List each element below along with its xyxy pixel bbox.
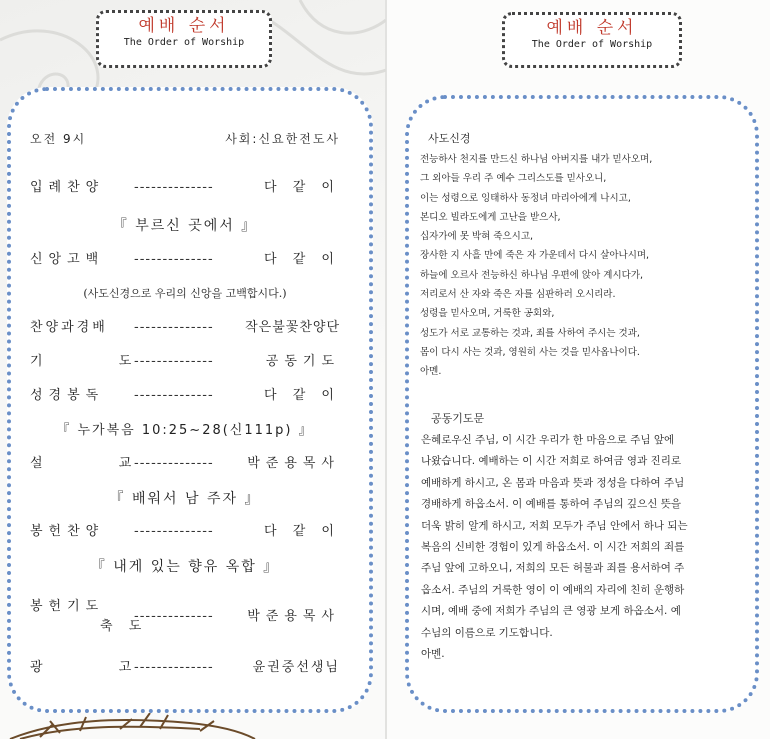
dash-leader: -------------- — [134, 388, 214, 403]
order-of-worship-title-right — [502, 12, 682, 68]
scripture-reference: 『 누가복음 10:25~28(신111p) 』 — [56, 423, 314, 438]
order-label: 광 고 — [30, 660, 138, 675]
order-performer: 다 같 이 — [264, 388, 340, 403]
order-of-worship-title — [96, 10, 272, 68]
order-performer: 다 같 이 — [264, 180, 340, 195]
order-label: 입례찬양 — [30, 180, 105, 195]
creed-line: 본디오 빌라도에게 고난을 받으사, — [420, 211, 561, 223]
prayer-title: 공동기도문 — [431, 412, 485, 425]
prayer-line: 예배하게 하시고, 온 몸과 마음과 뜻과 정성을 다하여 주님 — [421, 476, 685, 489]
creed-line: 성령을 믿사오며, 거룩한 공회와, — [420, 308, 555, 320]
offering-hymn-title: 『 내게 있는 향유 옥합 』 — [90, 559, 280, 575]
order-item — [30, 454, 340, 474]
order-item — [30, 607, 340, 627]
prayer-line: 주님 앞에 고하오니, 저희의 모든 허물과 죄를 용서하여 주 — [421, 562, 685, 575]
dash-leader: -------------- — [134, 660, 214, 675]
order-performer: 박준용목사 — [247, 609, 340, 624]
dash-leader: -------------- — [134, 609, 214, 624]
prayer-line: 수님의 이름으로 기도합니다. — [421, 626, 553, 639]
sermon-title: 『 배워서 남 주자 』 — [109, 491, 261, 507]
creed-line: 몸이 다시 사는 것과, 영원히 사는 것을 믿사옵나이다. — [420, 346, 640, 358]
title-korean: 예배 순서 — [138, 16, 230, 36]
dash-leader: -------------- — [134, 354, 214, 369]
order-label: 신앙고백 — [30, 252, 105, 267]
creed-line: 그 외아들 우리 주 예수 그리스도를 믿사오니, — [420, 173, 607, 185]
creed-line: 십자가에 못 박혀 죽으시고, — [420, 231, 534, 243]
creed-line: 이는 성령으로 잉태하사 동정녀 마리아에게 나시고, — [420, 192, 631, 204]
prayer-line: 나왔습니다. 예배하는 이 시간 저희로 하여금 영과 진리로 — [421, 455, 681, 468]
creed-line: 장사한 지 사흘 만에 죽은 자 가운데서 다시 살아나시며, — [420, 250, 650, 262]
order-performer: 다 같 이 — [264, 252, 340, 267]
order-label: 설 교 — [30, 456, 138, 471]
dash-leader: -------------- — [134, 524, 214, 539]
prayer-line: 은혜로우신 주님, 이 시간 우리가 한 마음으로 주님 앞에 — [421, 434, 675, 446]
service-leader: 사회:신요한전도사 — [225, 132, 340, 146]
dash-leader: -------------- — [134, 456, 214, 471]
dash-leader: -------------- — [134, 320, 214, 335]
common-prayer — [421, 430, 747, 665]
order-label: 봉헌기도 — [30, 599, 105, 614]
prayer-line: 더욱 밝히 알게 하시고, 저희 모두가 주님 안에서 하나 되는 — [421, 519, 688, 532]
order-performer: 공동기도 — [265, 354, 340, 369]
order-performer: 다 같 이 — [264, 524, 340, 539]
order-item — [30, 658, 340, 678]
hymn-title: 『 부르신 곳에서 』 — [112, 218, 258, 234]
order-item — [30, 352, 340, 372]
apostles-creed — [420, 150, 750, 382]
prayer-line: 시며, 예배 중에 저희가 주님의 큰 영광 보게 하옵소서. 예 — [421, 605, 681, 618]
service-time: 오전 9시 — [30, 132, 87, 146]
order-label: 기 도 — [30, 354, 138, 369]
creed-line: 저리로서 산 자와 죽은 자를 심판하러 오시리라. — [420, 289, 616, 301]
prayer-line: 경배하게 하옵소서. 이 예배를 통하여 주님의 깊으신 뜻을 — [421, 498, 681, 511]
order-item — [30, 386, 340, 406]
order-item — [30, 318, 340, 338]
dash-leader: -------------- — [134, 252, 214, 267]
title-korean: 예배 순서 — [546, 18, 638, 38]
title-english: The Order of Worship — [531, 39, 653, 50]
dash-leader: -------------- — [134, 180, 214, 195]
creed-line: 성도가 서로 교통하는 것과, 죄를 사하여 주시는 것과, — [420, 327, 640, 339]
order-label: 봉헌찬양 — [30, 524, 105, 539]
order-label-benediction: 축 도 — [100, 619, 148, 634]
order-item — [30, 250, 340, 270]
order-label: 성경봉독 — [30, 388, 105, 403]
order-label: 찬양과경배 — [30, 320, 108, 335]
creed-note: (사도신경으로 우리의 신앙을 고백합시다.) — [83, 287, 287, 300]
order-item — [30, 178, 340, 198]
prayer-line: 옵소서. 주님의 거룩한 영이 이 예배의 자리에 친히 운행하 — [421, 583, 685, 596]
creed-line: 전능하사 천지를 만드신 하나님 아버지를 내가 믿사오며, — [420, 154, 653, 165]
order-performer: 작은불꽃찬양단 — [245, 320, 340, 335]
order-item — [30, 522, 340, 542]
prayer-line: 복음의 신비한 경험이 있게 하옵소서. 이 시간 저희의 죄를 — [421, 541, 685, 554]
creed-title: 사도신경 — [428, 132, 471, 145]
prayer-line: 아멘. — [421, 648, 445, 661]
creed-line: 아멘. — [420, 366, 442, 378]
order-performer: 박준용목사 — [247, 456, 340, 471]
title-english: The Order of Worship — [123, 37, 245, 48]
creed-line: 하늘에 오르사 전능하신 하나님 우편에 앉아 계시다가, — [420, 269, 644, 281]
order-performer: 윤권중선생님 — [252, 660, 340, 675]
